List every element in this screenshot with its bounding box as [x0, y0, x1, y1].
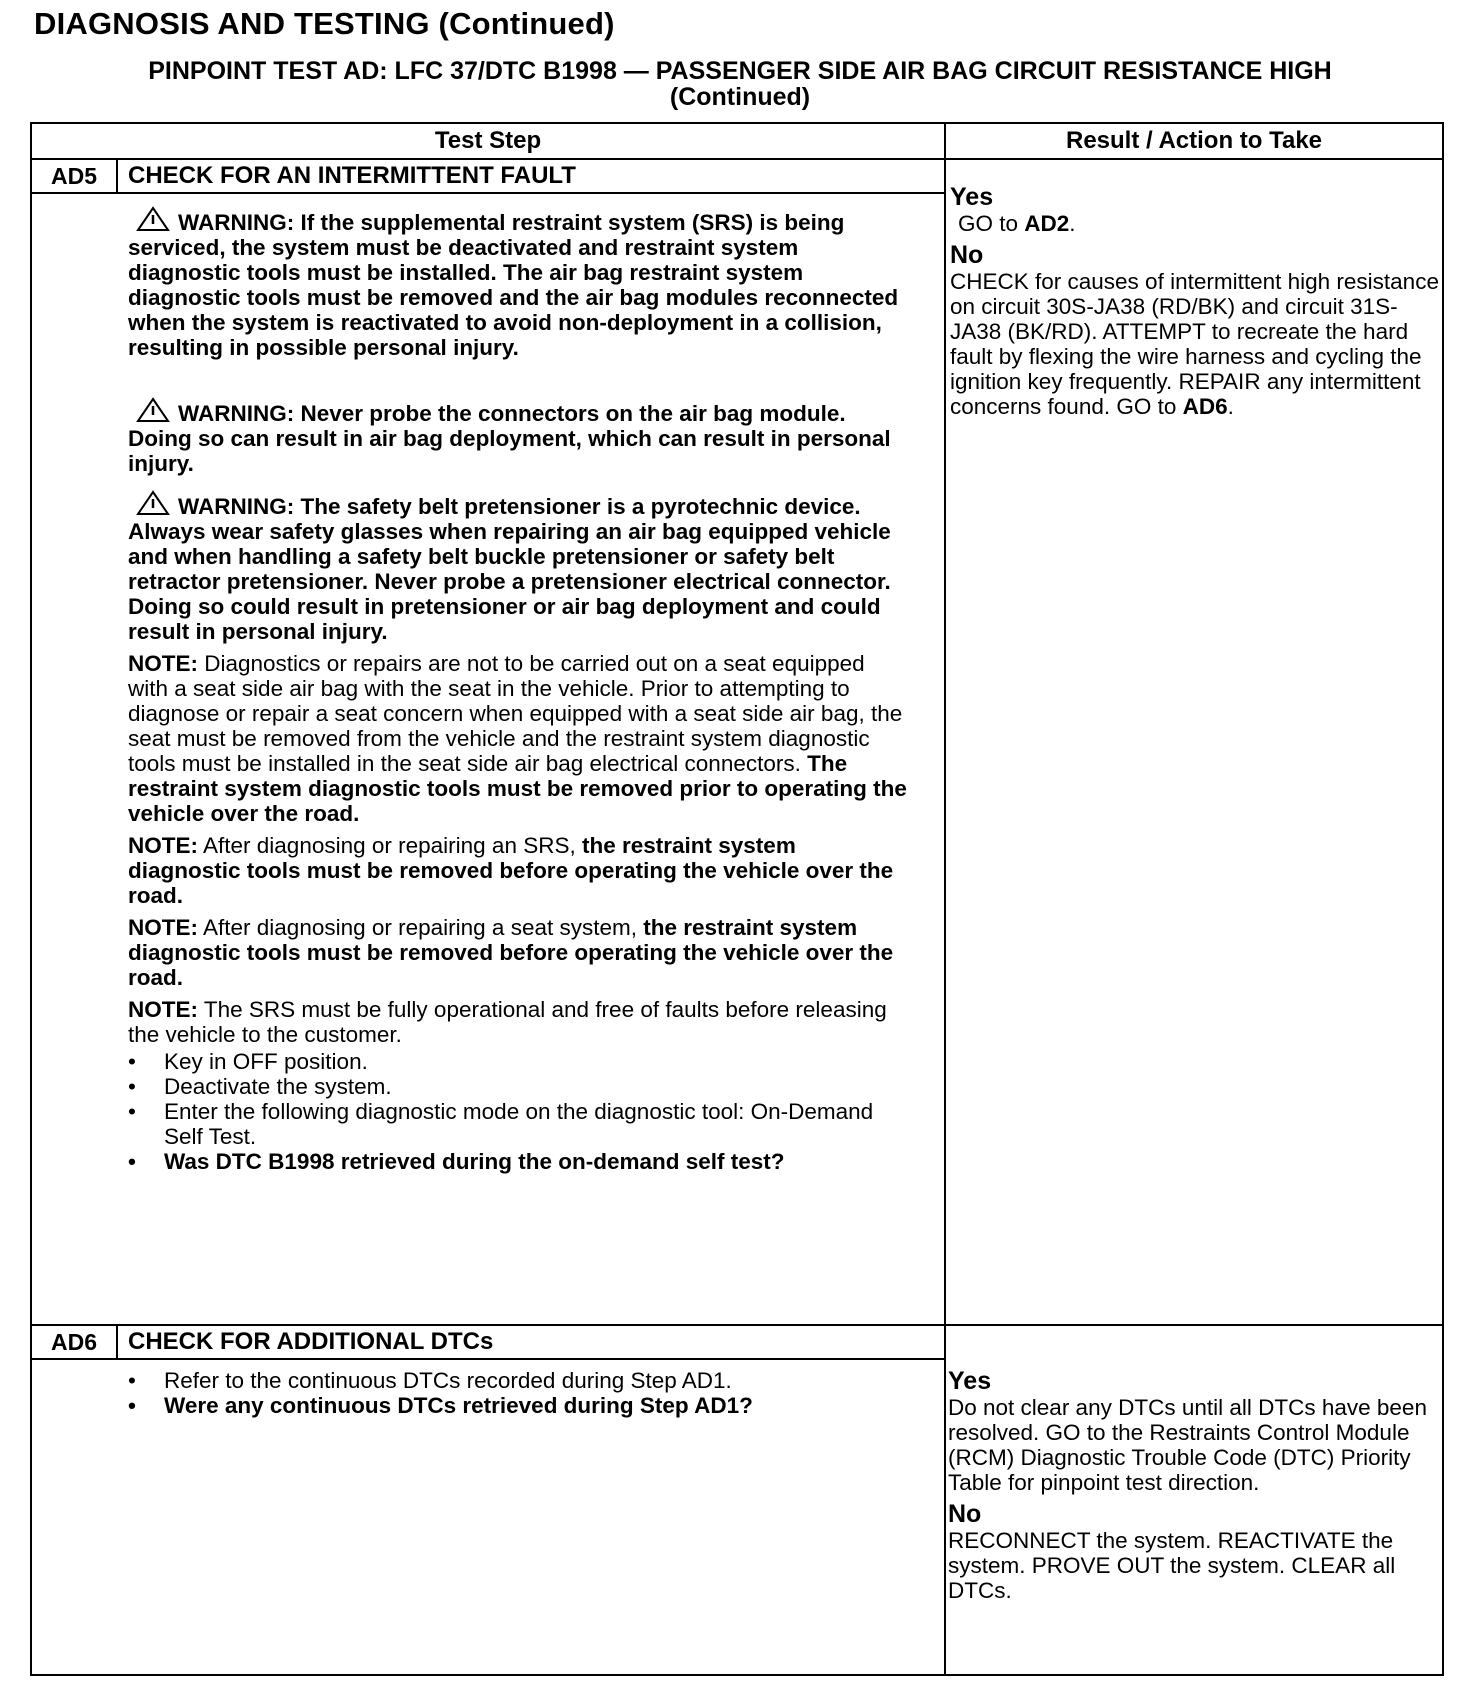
step-title-ad5: CHECK FOR AN INTERMITTENT FAULT [128, 162, 576, 189]
note-4-text: The SRS must be fully operational and free of faults before releasing the vehicle to the customer. [128, 997, 887, 1047]
ad5-no-text: CHECK for causes of intermittent high resistance on circuit 30S-JA38 (RD/BK) and circuit 31S-JA38 (BK/RD). ATTEMPT to recreate the hard fault by flexing the wire harness and cycling the ignition key frequently. REPAIR any intermittent concerns found. GO to [950, 269, 1439, 419]
note-2-bold: the restraint system diagnostic tools must be removed before operating the vehicle over the road. [128, 833, 894, 908]
result-ad5 [950, 184, 1440, 425]
header-result-action: Result / Action to Take [1065, 127, 1323, 154]
list-item: • Refer to the continuous DTCs recorded during Step AD1. [128, 1368, 908, 1393]
step-title-ad6: CHECK FOR ADDITIONAL DTCs [128, 1328, 494, 1355]
column-divider [944, 124, 946, 1674]
note-label: NOTE: [128, 651, 198, 676]
no-label: No [950, 241, 984, 269]
result-ad6 [948, 1368, 1438, 1609]
warning-2-text: WARNING: Never probe the connectors on the air bag module. Doing so can result in air bag deployment, which can result in personal injury. [128, 401, 891, 476]
ad6-yes-action: Do not clear any DTCs until all DTCs have been resolved. GO to the Restraints Control Module (RCM) Diagnostic Trouble Code (DTC) Priority Table for pinpoint test direction. [948, 1395, 1427, 1495]
ad6-bullet-list [128, 1368, 908, 1418]
ad5-yes-text: GO to [958, 211, 1025, 236]
note-3-bold: the restraint system diagnostic tools must be removed before operating the vehicle over the road. [128, 915, 894, 990]
pinpoint-test-title-line1: PINPOINT TEST AD: LFC 37/DTC B1998 — PASSENGER SIDE AIR BAG CIRCUIT RESISTANCE HIGH [148, 57, 1332, 85]
ad6-question: • Were any continuous DTCs retrieved during Step AD1? [128, 1393, 908, 1418]
step-id-ad5: AD5 [50, 163, 97, 189]
warning-3-text: WARNING: The safety belt pretensioner is a pyrotechnic device. Always wear safety glasses when repairing an air bag equipped vehicle and when handling a safety belt buckle pretensioner or safety belt retractor pretensioner. Never probe a pretensioner electrical connector. Doing so could result in pretensioner or air bag deployment and could result in personal injury. [128, 494, 891, 644]
warning-triangle-icon [136, 397, 170, 423]
ad6-no-action: RECONNECT the system. REACTIVATE the system. PROVE OUT the system. CLEAR all DTCs. [948, 1528, 1396, 1603]
list-item: • Deactivate the system. [128, 1074, 908, 1099]
ad5-yes-end: . [1069, 211, 1076, 236]
ad5-no-end: . [1227, 394, 1234, 419]
list-item: • Enter the following diagnostic mode on the diagnostic tool: On-Demand Self Test. [128, 1099, 908, 1149]
note-2 [128, 833, 908, 908]
note-3 [128, 915, 908, 990]
ad5-no-ref: AD6 [1182, 394, 1228, 419]
warning-2 [128, 397, 908, 476]
note-1-text: Diagnostics or repairs are not to be carried out on a seat equipped with a seat side air bag with the seat in the vehicle. Prior to attempting to diagnose or repair a seat concern when equipped with a seat side air bag, the seat must be removed from the vehicle and the restraint system diagnostic tools must be installed in the seat side air bag electrical connectors. [128, 651, 903, 776]
ad5-no-action [950, 269, 1440, 419]
pinpoint-test-title-line2: (Continued) [669, 83, 811, 111]
note-label: NOTE: [128, 833, 198, 858]
ad5-id-divider [116, 158, 118, 192]
note-1 [128, 651, 908, 826]
step-id-ad6: AD6 [50, 1329, 97, 1355]
note-1-bold: The restraint system diagnostic tools must be removed prior to operating the vehicle over the road. [128, 751, 907, 826]
header-test-step: Test Step [434, 127, 542, 154]
pinpoint-test-title [30, 58, 1450, 110]
step-body-ad6 [128, 1368, 908, 1418]
note-label: NOTE: [128, 997, 198, 1022]
no-label: No [948, 1500, 982, 1528]
yes-label: Yes [950, 183, 994, 211]
note-4 [128, 997, 908, 1047]
note-3-text: After diagnosing or repairing a seat system, [198, 915, 644, 940]
ad5-yes-action [950, 211, 1440, 236]
ad5-question: • Was DTC B1998 retrieved during the on-demand self test? [128, 1149, 908, 1174]
note-2-text: After diagnosing or repairing an SRS, [198, 833, 582, 858]
warning-triangle-icon [136, 206, 170, 232]
yes-label: Yes [948, 1367, 992, 1395]
step-body-ad5 [128, 206, 908, 1174]
warning-1-text: WARNING: If the supplemental restraint system (SRS) is being serviced, the system must be deactivated and restraint system diagnostic tools must be installed. The air bag restraint system diagnostic tools must be removed and the air bag modules reconnected when the system is reactivated to avoid non-deployment in a collision, resulting in possible personal injury. [128, 210, 899, 360]
ad5-bullet-list [128, 1049, 908, 1174]
ad6-id-divider [116, 1324, 118, 1358]
ad5-yes-ref: AD2 [1024, 211, 1070, 236]
page-title: DIAGNOSIS AND TESTING (Continued) [34, 6, 615, 41]
list-item: • Key in OFF position. [128, 1049, 908, 1074]
note-label: NOTE: [128, 915, 198, 940]
pinpoint-test-table [30, 122, 1444, 1676]
warning-3 [128, 490, 908, 644]
warning-triangle-icon [136, 490, 170, 516]
warning-1 [128, 206, 908, 360]
